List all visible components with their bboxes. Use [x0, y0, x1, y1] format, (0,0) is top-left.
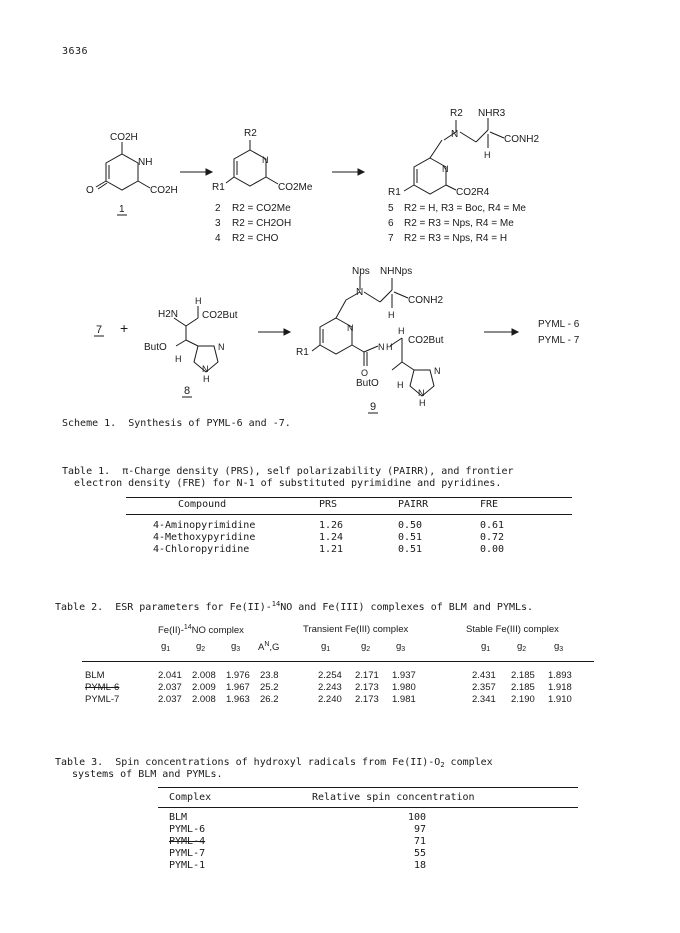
table2-row-2-val-9: 2.185: [511, 682, 535, 693]
cmpd9-n-label: N: [356, 287, 364, 298]
cmpd5-variant-5-text: R2 = H, R3 = Boc, R4 = Me: [404, 203, 526, 214]
reaction-scheme: [0, 0, 680, 420]
cmpd2-variant-4-num: 4: [215, 233, 221, 244]
table1-row-2-pairr: 0.51: [398, 532, 423, 543]
table2-row-1-val-1: 2.041: [158, 670, 182, 681]
cmpd9-h2: H: [398, 326, 405, 336]
cmpd9-nhnps: NHNps: [380, 266, 413, 277]
table2-row-3-name: PYML-7: [85, 694, 120, 705]
cmpd5-variant-6-text: R2 = R3 = Nps, R4 = Me: [404, 218, 514, 229]
table3-row-1-value: 100: [407, 812, 426, 823]
plus-sign: +: [120, 320, 129, 336]
cmpd9-nps: Nps: [352, 266, 370, 277]
cmpd8-imid-n1: N: [218, 342, 225, 352]
table3-header-rule: [158, 807, 578, 808]
table2-row-3-val-4: 26.2: [260, 694, 279, 705]
table1-row-2-fre: 0.72: [480, 532, 505, 543]
table2-row-1-val-10: 1.893: [548, 670, 572, 681]
cmpd9-ring-n: N: [347, 323, 354, 333]
cmpd2-variant-3-text: R2 = CH2OH: [232, 218, 292, 229]
product-pyml-7: PYML - 7: [538, 335, 580, 346]
table3-caption-sub: 2: [440, 761, 445, 769]
table2-row-3-val-1: 2.037: [158, 694, 182, 705]
table2-subhead-fe2-g2: $g_2$: [196, 641, 206, 653]
table2-row-2-val-5: 2.243: [318, 682, 342, 693]
table2-caption-sup: 14: [271, 600, 281, 608]
cmpd9-label: 9: [370, 401, 377, 413]
table2-row-2-val-1: 2.037: [158, 682, 182, 693]
compound-9-structure: [296, 266, 444, 413]
table2-group1-header: [158, 624, 244, 636]
table1-caption-line1: Table 1. π-Charge density (PRS), self polarizability (PAIRR), and frontier: [62, 466, 514, 477]
table2-subhead-st-g2: $g_2$: [517, 641, 527, 653]
table2-group1-post: NO complex: [191, 625, 244, 636]
table2-row-2-val-3: 1.967: [226, 682, 250, 693]
table2-row-1-name: BLM: [85, 670, 105, 681]
table3-row-2-complex: PYML-6: [169, 824, 206, 835]
arrow-2: [332, 169, 364, 175]
table2-row-3-val-9: 2.190: [511, 694, 535, 705]
cmpd9-ester: CO2But: [408, 335, 444, 346]
table1-header-fre: FRE: [480, 499, 499, 510]
table3-caption-line2: systems of BLM and PYMLs.: [72, 769, 223, 780]
reactant-7-label: 7: [96, 324, 103, 336]
cmpd9-conh2: CONH2: [408, 295, 444, 306]
cmpd5-conh2: CONH2: [504, 134, 540, 145]
cmpd8-imid-n2: N: [202, 364, 209, 374]
table1-row-1-prs: 1.26: [319, 520, 344, 531]
table2-row-3-val-2: 2.008: [192, 694, 216, 705]
table2-subhead-st-g1: $g_1$: [481, 641, 491, 653]
table3-row-2-value: 97: [413, 824, 426, 835]
table1-top-rule: [126, 497, 572, 498]
table2-row-2-name: PYML-6: [85, 682, 120, 693]
table2-row-3-val-6: 2.173: [355, 694, 379, 705]
table2-row-1-val-5: 2.254: [318, 670, 342, 681]
table2-row-2-val-2: 2.009: [192, 682, 216, 693]
cmpd8-ester: CO2But: [202, 310, 238, 321]
compound-8-structure: [144, 296, 238, 397]
table1-row-1-compound: 4-Aminopyrimidine: [153, 520, 256, 531]
table2-group2-header: Transient Fe(III) complex: [303, 624, 409, 635]
table2-subhead-tr-g3: $g_3$: [396, 641, 406, 653]
table3-caption-pre: Table 3. Spin concentrations of hydroxyl radicals from Fe(II)-O: [55, 757, 441, 768]
cmpd2-variant-3-num: 3: [215, 218, 221, 229]
cmpd1-right-group: CO2H: [150, 185, 178, 196]
table1-row-2-compound: 4-Methoxypyridine: [153, 532, 256, 543]
cmpd2-variant-2-text: R2 = CO2Me: [232, 203, 291, 214]
cmpd5-nhr3: NHR3: [478, 108, 506, 119]
table3-row-1-complex: BLM: [169, 812, 188, 823]
cmpd8-amine: H2N: [158, 309, 179, 320]
table2-subhead-tr-g2: $g_2$: [361, 641, 371, 653]
table1-row-1-pairr: 0.50: [398, 520, 423, 531]
cmpd5-variant-5-num: 5: [388, 203, 394, 214]
cmpd8-h: H: [175, 354, 182, 364]
cmpd2-ring-n: N: [262, 155, 269, 165]
cmpd8-h-top: H: [195, 296, 202, 306]
page-number: 3636: [62, 46, 89, 57]
table2-row-1-val-6: 2.171: [355, 670, 379, 681]
cmpd1-top-group: CO2H: [110, 132, 138, 143]
table2-row-3-val-10: 1.910: [548, 694, 572, 705]
table2-subhead-st-g3: $g_3$: [554, 641, 564, 653]
table2-caption-post: NO and Fe(III) complexes of BLM and PYMLs.: [280, 602, 534, 613]
cmpd8-label: 8: [184, 385, 191, 397]
table2-row-1-val-3: 1.976: [226, 670, 250, 681]
table2-row-1-val-2: 2.008: [192, 670, 216, 681]
table1-row-2-prs: 1.24: [319, 532, 344, 543]
cmpd9-amide-h: H: [386, 342, 393, 352]
table3-row-3-value: 71: [413, 836, 426, 847]
table2-row-2-val-6: 2.173: [355, 682, 379, 693]
table3-row-5-complex: PYML-1: [169, 860, 206, 871]
cmpd5-r1: R1: [388, 187, 401, 198]
table3-top-rule: [158, 787, 578, 788]
cmpd5-variant-6-num: 6: [388, 218, 394, 229]
table2-row-1-val-9: 2.185: [511, 670, 535, 681]
table3-caption-line1: [55, 757, 493, 769]
cmpd1-oxo: O: [86, 185, 94, 196]
table2-caption-pre: Table 2. ESR parameters for Fe(II)-: [55, 602, 272, 613]
table2-row-3-val-3: 1.963: [226, 694, 250, 705]
cmpd1-label: 1: [119, 204, 125, 215]
cmpd2-r1: R1: [212, 182, 225, 193]
cmpd9-r1: R1: [296, 347, 309, 358]
product-pyml-6: PYML - 6: [538, 319, 580, 330]
compound-2-structure: [212, 128, 313, 244]
table1-row-3-prs: 1.21: [319, 544, 344, 555]
cmpd2-r2: R2: [244, 128, 257, 139]
cmpd8-imid-h: H: [203, 374, 210, 384]
compound-1-structure: [86, 132, 178, 215]
table1-header-compound: Compound: [178, 499, 227, 510]
cmpd9-oxo: O: [361, 368, 369, 378]
arrow-1: [180, 169, 212, 175]
table2-row-2-val-8: 2.357: [472, 682, 496, 693]
table1-header-prs: PRS: [319, 499, 338, 510]
cmpd5-r2: R2: [450, 108, 463, 119]
cmpd2-variant-2-num: 2: [215, 203, 221, 214]
table2-row-1-val-8: 2.431: [472, 670, 496, 681]
table1-caption-line2: electron density (FRE) for N-1 of substituted pyrimidine and pyridines.: [74, 478, 502, 489]
table2-row-2-val-7: 1.980: [392, 682, 416, 693]
table2-group1-sup: 14: [183, 624, 192, 631]
cmpd1-nh: NH: [138, 157, 153, 168]
table1-header-rule: [126, 514, 572, 515]
table2-caption: [55, 600, 533, 613]
cmpd5-variant-7-text: R2 = R3 = Nps, R4 = H: [404, 233, 508, 244]
cmpd5-h: H: [484, 150, 491, 160]
table1-header-pairr: PAIRR: [398, 499, 429, 510]
table3-row-3-complex: PYML-4: [169, 836, 206, 847]
cmpd9-amide-n: N: [378, 342, 385, 352]
cmpd9-imid-n2: N: [418, 388, 425, 398]
table2-group1-pre: Fe(II)-: [158, 625, 184, 636]
table3-caption-post: complex: [444, 757, 493, 768]
table2-row-2-val-4: 25.2: [260, 682, 279, 693]
table2-row-3-val-5: 2.240: [318, 694, 342, 705]
scheme-caption: Scheme 1. Synthesis of PYML-6 and -7.: [62, 418, 291, 429]
table1-row-3-fre: 0.00: [480, 544, 505, 555]
cmpd5-n-label: N: [451, 129, 459, 140]
table3-row-4-complex: PYML-7: [169, 848, 206, 859]
table2-row-1-val-7: 1.937: [392, 670, 416, 681]
table3-row-4-value: 55: [413, 848, 426, 859]
table1-row-3-compound: 4-Chloropyridine: [153, 544, 250, 555]
cmpd9-ether: ButO: [356, 378, 379, 389]
cmpd9-h3: H: [397, 380, 404, 390]
table2-row-3-val-8: 2.341: [472, 694, 496, 705]
table2-row-3-val-7: 1.981: [392, 694, 416, 705]
table2-subhead-a: $A^N,G$: [258, 641, 280, 653]
cmpd5-variant-7-num: 7: [388, 233, 394, 244]
table2-header-rule: [82, 661, 594, 662]
cmpd2-variant-4-text: R2 = CHO: [232, 233, 279, 244]
table2-subhead-fe2-g3: $g_3$: [231, 641, 241, 653]
table3-header-complex: Complex: [169, 792, 212, 803]
table2-row-2-val-10: 1.918: [548, 682, 572, 693]
table2-group3-header: Stable Fe(III) complex: [466, 624, 559, 635]
cmpd5-ester: CO2R4: [456, 187, 490, 198]
arrow-3: [258, 329, 290, 335]
cmpd9-imid-h: H: [419, 398, 426, 408]
table3-header-spin: Relative spin concentration: [312, 792, 475, 803]
cmpd9-h: H: [388, 310, 395, 320]
compound-5-7-structure: [388, 108, 539, 244]
table2-subhead-tr-g1: $g_1$: [321, 641, 331, 653]
cmpd5-ring-n: N: [442, 164, 449, 174]
table1-row-3-pairr: 0.51: [398, 544, 423, 555]
table2-row-1-val-4: 23.8: [260, 670, 279, 681]
table2-subhead-fe2-g1: $g_1$: [161, 641, 171, 653]
cmpd8-ether: ButO: [144, 342, 167, 353]
cmpd9-imid-n1: N: [434, 366, 441, 376]
cmpd2-right-group: CO2Me: [278, 182, 313, 193]
arrow-4: [484, 329, 518, 335]
table3-row-5-value: 18: [413, 860, 426, 871]
table1-row-1-fre: 0.61: [480, 520, 505, 531]
